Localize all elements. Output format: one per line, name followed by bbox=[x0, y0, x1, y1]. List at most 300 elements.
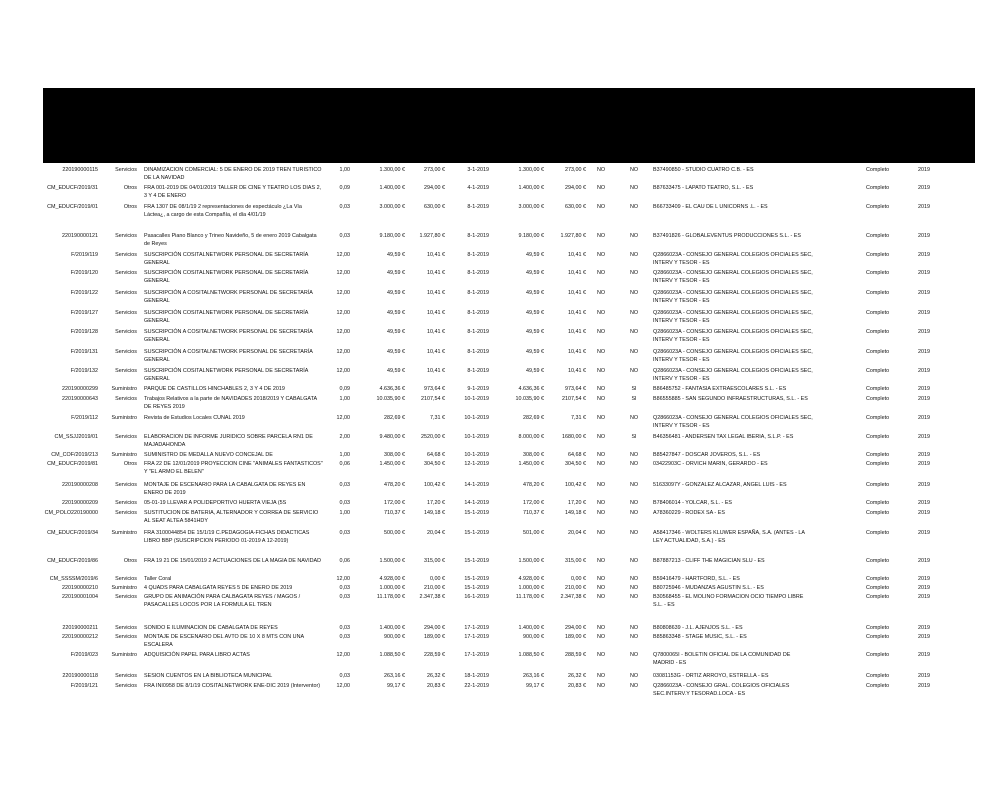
flag2-cell: NO bbox=[629, 329, 639, 335]
vat-cell: 294,00 € bbox=[424, 185, 445, 191]
ref-cell: F/2019/122 bbox=[70, 290, 98, 296]
year-cell: 2019 bbox=[918, 233, 930, 239]
type-cell: Servicios bbox=[115, 434, 137, 440]
vat-cell: 630,00 € bbox=[424, 204, 445, 210]
type-cell: Servicios bbox=[115, 252, 137, 258]
description-cell: SUMINISTRO DE MEDALLA NUEVO CONCEJAL DE bbox=[144, 452, 273, 458]
status-cell: Completo bbox=[866, 530, 890, 536]
type-cell: Servicios bbox=[115, 368, 137, 374]
vat-paid-cell: 100,42 € bbox=[565, 482, 586, 488]
date-cell: 14-1-2019 bbox=[464, 500, 489, 506]
description-cell: FRA INI0958 DE 8/1/19 COSITALNETWORK ENE-DIC 2019 (Interventor) bbox=[144, 683, 321, 689]
type-cell: Suministro bbox=[111, 652, 137, 658]
amount-paid-cell: 282,69 € bbox=[523, 415, 544, 421]
vat-paid-cell: 288,59 € bbox=[565, 652, 586, 658]
date-cell: 4-1-2019 bbox=[467, 185, 489, 191]
ref-cell: CM_EDUCF/2019/86 bbox=[47, 558, 98, 564]
amount-cell: 49,59 € bbox=[387, 329, 405, 335]
amount-cell: 3.000,00 € bbox=[379, 204, 405, 210]
amount-cell: 1.000,00 € bbox=[379, 585, 405, 591]
flag1-cell: NO bbox=[596, 349, 606, 355]
flag1-cell: NO bbox=[596, 270, 606, 276]
status-cell: Completo bbox=[866, 270, 890, 276]
flag1-cell: NO bbox=[596, 673, 606, 679]
status-cell: Completo bbox=[866, 204, 890, 210]
ref-cell: 220190000121 bbox=[62, 233, 98, 239]
vat-cell: 100,42 € bbox=[424, 482, 445, 488]
type-cell: Servicios bbox=[115, 500, 137, 506]
ref-cell: CM_EDUCF/2019/01 bbox=[47, 204, 98, 210]
type-cell: Otros bbox=[123, 204, 137, 210]
year-cell: 2019 bbox=[918, 576, 930, 582]
vat-cell: 10,41 € bbox=[427, 310, 445, 316]
status-cell: Completo bbox=[866, 461, 890, 467]
ref-cell: CM_EDUCF/2019/34 bbox=[47, 530, 98, 536]
flag2-cell: NO bbox=[629, 594, 639, 600]
date-cell: 17-1-2019 bbox=[464, 634, 489, 640]
vat-cell: 26,32 € bbox=[427, 673, 445, 679]
year-cell: 2019 bbox=[918, 270, 930, 276]
description-cell: SUSCRIPCIÓN COSITALNETWORK PERSONAL DE SECRETARÍA GENERAL bbox=[144, 252, 309, 267]
flag1-cell: NO bbox=[596, 386, 606, 392]
status-cell: Completo bbox=[866, 368, 890, 374]
provider-cell: 03081153G - ORTIZ ARROYO, ESTRELLA - ES bbox=[653, 673, 769, 679]
amount-paid-cell: 172,00 € bbox=[523, 500, 544, 506]
date-cell: 8-1-2019 bbox=[467, 290, 489, 296]
ref-cell: 220190000299 bbox=[62, 386, 98, 392]
flag2-cell: NO bbox=[629, 576, 639, 582]
provider-cell: B37490850 - STUDIO CUATRO C.B. - ES bbox=[653, 167, 754, 173]
flag1-cell: NO bbox=[596, 585, 606, 591]
amount-paid-cell: 49,59 € bbox=[526, 252, 544, 258]
flag2-cell: NO bbox=[629, 482, 639, 488]
status-cell: Completo bbox=[866, 415, 890, 421]
year-cell: 2019 bbox=[918, 290, 930, 296]
vat-cell: 315,00 € bbox=[424, 558, 445, 564]
date-cell: 9-1-2019 bbox=[467, 386, 489, 392]
amount-cell: 4.928,00 € bbox=[379, 576, 405, 582]
percent-cell: 12,00 bbox=[336, 252, 350, 258]
flag1-cell: NO bbox=[596, 652, 606, 658]
ref-cell: CM_EDUCF/2019/81 bbox=[47, 461, 98, 467]
percent-cell: 0,03 bbox=[339, 500, 350, 506]
percent-cell: 0,09 bbox=[339, 185, 350, 191]
vat-cell: 10,41 € bbox=[427, 349, 445, 355]
percent-cell: 0,06 bbox=[339, 558, 350, 564]
amount-cell: 9.180,00 € bbox=[379, 233, 405, 239]
ref-cell: 220190000212 bbox=[62, 634, 98, 640]
percent-cell: 0,03 bbox=[339, 634, 350, 640]
flag2-cell: NO bbox=[629, 530, 639, 536]
ref-cell: 220190001004 bbox=[62, 594, 98, 600]
amount-cell: 282,69 € bbox=[384, 415, 405, 421]
vat-paid-cell: 10,41 € bbox=[568, 329, 586, 335]
flag1-cell: NO bbox=[596, 185, 606, 191]
amount-cell: 49,59 € bbox=[387, 368, 405, 374]
amount-paid-cell: 900,00 € bbox=[523, 634, 544, 640]
amount-paid-cell: 49,59 € bbox=[526, 310, 544, 316]
flag1-cell: NO bbox=[596, 204, 606, 210]
amount-paid-cell: 1.400,00 € bbox=[518, 185, 544, 191]
percent-cell: 12,00 bbox=[336, 652, 350, 658]
flag1-cell: NO bbox=[596, 594, 606, 600]
vat-paid-cell: 20,83 € bbox=[568, 683, 586, 689]
ref-cell: 220190000211 bbox=[62, 625, 98, 631]
provider-cell: B85863348 - STAGE MUSIC, S.L. - ES bbox=[653, 634, 747, 640]
year-cell: 2019 bbox=[918, 594, 930, 600]
provider-cell: Q2866023A - CONSEJO GENERAL COLEGIOS OFICIALES SEC, INTERV Y TESOR - ES bbox=[653, 368, 813, 383]
type-cell: Servicios bbox=[115, 349, 137, 355]
vat-cell: 294,00 € bbox=[424, 625, 445, 631]
amount-paid-cell: 710,37 € bbox=[523, 510, 544, 516]
status-cell: Completo bbox=[866, 652, 890, 658]
percent-cell: 0,03 bbox=[339, 625, 350, 631]
year-cell: 2019 bbox=[918, 310, 930, 316]
provider-cell: B78406014 - YOLCAR, S.L. - ES bbox=[653, 500, 733, 506]
flag2-cell: SI bbox=[631, 396, 637, 402]
flag1-cell: NO bbox=[596, 167, 606, 173]
flag1-cell: NO bbox=[596, 558, 606, 564]
provider-cell: A58417346 - WOLTERS KLUWER ESPAÑA, S.A. (ANTES - LA LEY ACTUALIDAD, S.A.) - ES bbox=[653, 530, 805, 545]
date-cell: 16-1-2019 bbox=[464, 594, 489, 600]
description-cell: SUSCRIPCIÓN A COSITALNETWORK PERSONAL DE SECRETARÍA GENERAL bbox=[144, 349, 313, 364]
ref-cell: CM_POLO220190000 bbox=[44, 510, 98, 516]
provider-cell: A78360229 - RODEX SA - ES bbox=[653, 510, 725, 516]
flag1-cell: NO bbox=[596, 510, 606, 516]
description-cell: MONTAJE DE ESCENARIO PARA LA CABALGATA DE REYES EN ENERO DE 2019 bbox=[144, 482, 306, 497]
vat-paid-cell: 189,00 € bbox=[565, 634, 586, 640]
type-cell: Suministro bbox=[111, 452, 137, 458]
flag2-cell: NO bbox=[629, 252, 639, 258]
vat-paid-cell: 273,00 € bbox=[565, 167, 586, 173]
year-cell: 2019 bbox=[918, 204, 930, 210]
amount-cell: 49,59 € bbox=[387, 270, 405, 276]
vat-cell: 1.927,80 € bbox=[419, 233, 445, 239]
year-cell: 2019 bbox=[918, 683, 930, 689]
percent-cell: 0,03 bbox=[339, 482, 350, 488]
description-cell: 4 QUADS PARA CABALGATA REYES 5 DE ENERO DE 2019 bbox=[144, 585, 293, 591]
flag1-cell: NO bbox=[596, 500, 606, 506]
percent-cell: 12,00 bbox=[336, 290, 350, 296]
description-cell: SUSCRIPCIÓN A COSITALNETWORK PERSONAL DE SECRETARÍA GENERAL bbox=[144, 290, 313, 305]
percent-cell: 0,03 bbox=[339, 204, 350, 210]
flag2-cell: SI bbox=[631, 386, 637, 392]
type-cell: Servicios bbox=[115, 233, 137, 239]
vat-paid-cell: 210,00 € bbox=[565, 585, 586, 591]
percent-cell: 12,00 bbox=[336, 349, 350, 355]
vat-paid-cell: 0,00 € bbox=[571, 576, 586, 582]
status-cell: Completo bbox=[866, 558, 890, 564]
amount-cell: 308,00 € bbox=[384, 452, 405, 458]
status-cell: Completo bbox=[866, 329, 890, 335]
provider-cell: B86485752 - FANTASIA EXTRAESCOLARES S.L. - ES bbox=[653, 386, 787, 392]
type-cell: Suministro bbox=[111, 585, 137, 591]
amount-cell: 10.035,90 € bbox=[376, 396, 405, 402]
amount-cell: 1.450,00 € bbox=[379, 461, 405, 467]
vat-cell: 7,31 € bbox=[430, 415, 445, 421]
amount-cell: 263,16 € bbox=[384, 673, 405, 679]
percent-cell: 12,00 bbox=[336, 576, 350, 582]
status-cell: Completo bbox=[866, 167, 890, 173]
percent-cell: 0,03 bbox=[339, 233, 350, 239]
type-cell: Servicios bbox=[115, 673, 137, 679]
year-cell: 2019 bbox=[918, 673, 930, 679]
vat-cell: 10,41 € bbox=[427, 329, 445, 335]
vat-paid-cell: 1680,00 € bbox=[562, 434, 586, 440]
date-cell: 8-1-2019 bbox=[467, 368, 489, 374]
year-cell: 2019 bbox=[918, 167, 930, 173]
provider-cell: B86555885 - SAN SEGUNDO INFRAESTRUCTURAS, S.L. - ES bbox=[653, 396, 808, 402]
type-cell: Suministro bbox=[111, 386, 137, 392]
status-cell: Completo bbox=[866, 625, 890, 631]
vat-paid-cell: 20,04 € bbox=[568, 530, 586, 536]
flag2-cell: NO bbox=[629, 585, 639, 591]
amount-paid-cell: 49,59 € bbox=[526, 329, 544, 335]
description-cell: Revista de Estudios Locales CUNAL 2019 bbox=[144, 415, 245, 421]
year-cell: 2019 bbox=[918, 482, 930, 488]
percent-cell: 12,00 bbox=[336, 415, 350, 421]
type-cell: Suministro bbox=[111, 415, 137, 421]
description-cell: FRA 19 21 DE 15/01/2019 2 ACTUACIONES DE LA MAGIA DE NAVIDAD bbox=[144, 558, 321, 564]
vat-cell: 2107,54 € bbox=[421, 396, 445, 402]
amount-paid-cell: 49,59 € bbox=[526, 270, 544, 276]
flag2-cell: NO bbox=[629, 270, 639, 276]
status-cell: Completo bbox=[866, 683, 890, 689]
status-cell: Completo bbox=[866, 349, 890, 355]
vat-cell: 0,00 € bbox=[430, 576, 445, 582]
type-cell: Servicios bbox=[115, 290, 137, 296]
year-cell: 2019 bbox=[918, 652, 930, 658]
status-cell: Completo bbox=[866, 482, 890, 488]
type-cell: Servicios bbox=[115, 683, 137, 689]
description-cell: Trabajos Relativos a la parte de NAVIDADES 2018/2019 Y CABALGATA DE REYES 2019 bbox=[144, 396, 317, 411]
year-cell: 2019 bbox=[918, 396, 930, 402]
description-cell: FRA 001-2019 DE 04/01/2019 TALLER DE CINE Y TEATRO LOS DIAS 2, 3 Y 4 DE ENERO bbox=[144, 185, 322, 200]
provider-cell: B80725946 - MUDANZAS AGUSTIN S.L. - ES bbox=[653, 585, 764, 591]
provider-cell: Q2866023A - CONSEJO GENERAL COLEGIOS OFICIALES SEC, INTERV Y TESOR - ES bbox=[653, 349, 813, 364]
flag2-cell: NO bbox=[629, 452, 639, 458]
description-cell: SUSCRIPCIÓN A COSITALNETWORK PERSONAL DE SECRETARÍA GENERAL bbox=[144, 329, 313, 344]
ref-cell: F/2019/121 bbox=[70, 683, 98, 689]
flag2-cell: NO bbox=[629, 349, 639, 355]
amount-paid-cell: 11.178,00 € bbox=[515, 594, 544, 600]
flag1-cell: NO bbox=[596, 482, 606, 488]
percent-cell: 2,00 bbox=[339, 434, 350, 440]
vat-paid-cell: 315,00 € bbox=[565, 558, 586, 564]
date-cell: 15-1-2019 bbox=[464, 530, 489, 536]
date-cell: 17-1-2019 bbox=[464, 625, 489, 631]
ref-cell: F/2019/120 bbox=[70, 270, 98, 276]
description-cell: ELABORACION DE INFORME JURIDICO SOBRE PARCELA RN1 DE MAJADAHONDA bbox=[144, 434, 313, 449]
amount-paid-cell: 99,17 € bbox=[526, 683, 544, 689]
ref-cell: F/2019/128 bbox=[70, 329, 98, 335]
vat-paid-cell: 149,18 € bbox=[565, 510, 586, 516]
vat-cell: 10,41 € bbox=[427, 290, 445, 296]
percent-cell: 0,03 bbox=[339, 594, 350, 600]
date-cell: 10-1-2019 bbox=[464, 396, 489, 402]
year-cell: 2019 bbox=[918, 252, 930, 258]
status-cell: Completo bbox=[866, 290, 890, 296]
flag2-cell: NO bbox=[629, 461, 639, 467]
amount-cell: 4.636,36 € bbox=[379, 386, 405, 392]
date-cell: 12-1-2019 bbox=[464, 461, 489, 467]
status-cell: Completo bbox=[866, 434, 890, 440]
amount-cell: 172,00 € bbox=[384, 500, 405, 506]
vat-paid-cell: 26,32 € bbox=[568, 673, 586, 679]
amount-paid-cell: 8.000,00 € bbox=[518, 434, 544, 440]
amount-paid-cell: 49,59 € bbox=[526, 290, 544, 296]
amount-paid-cell: 1.400,00 € bbox=[518, 625, 544, 631]
flag1-cell: NO bbox=[596, 634, 606, 640]
vat-paid-cell: 10,41 € bbox=[568, 368, 586, 374]
type-cell: Servicios bbox=[115, 167, 137, 173]
type-cell: Servicios bbox=[115, 310, 137, 316]
vat-paid-cell: 10,41 € bbox=[568, 290, 586, 296]
type-cell: Otros bbox=[123, 461, 137, 467]
ref-cell: F/2019/119 bbox=[71, 252, 98, 258]
flag2-cell: NO bbox=[629, 167, 639, 173]
amount-cell: 900,00 € bbox=[384, 634, 405, 640]
ref-cell: 220190000115 bbox=[62, 167, 98, 173]
amount-paid-cell: 49,59 € bbox=[526, 349, 544, 355]
status-cell: Completo bbox=[866, 310, 890, 316]
date-cell: 3-1-2019 bbox=[467, 167, 489, 173]
percent-cell: 1,00 bbox=[339, 452, 350, 458]
vat-paid-cell: 294,00 € bbox=[565, 625, 586, 631]
amount-cell: 11.178,00 € bbox=[376, 594, 405, 600]
amount-paid-cell: 9.180,00 € bbox=[518, 233, 544, 239]
year-cell: 2019 bbox=[918, 386, 930, 392]
flag1-cell: NO bbox=[596, 434, 606, 440]
percent-cell: 0,09 bbox=[339, 386, 350, 392]
type-cell: Suministro bbox=[111, 530, 137, 536]
date-cell: 15-1-2019 bbox=[464, 510, 489, 516]
vat-paid-cell: 10,41 € bbox=[568, 252, 586, 258]
description-cell: ADQUISICIÓN PAPEL PARA LIBRO ACTAS bbox=[144, 652, 250, 658]
date-cell: 8-1-2019 bbox=[467, 252, 489, 258]
provider-cell: B59416479 - HARTFORD, S.L. - ES bbox=[653, 576, 740, 582]
ref-cell: CM_SSSSM/2019/6 bbox=[49, 576, 98, 582]
amount-paid-cell: 1.088,50 € bbox=[518, 652, 544, 658]
percent-cell: 12,00 bbox=[336, 329, 350, 335]
ref-cell: CM_EDUCF/2019/31 bbox=[47, 185, 98, 191]
percent-cell: 12,00 bbox=[336, 683, 350, 689]
amount-paid-cell: 1.450,00 € bbox=[518, 461, 544, 467]
provider-cell: Q7800065I - BOLETIN OFICIAL DE LA COMUNIDAD DE MADRID - ES bbox=[653, 652, 791, 667]
type-cell: Servicios bbox=[115, 396, 137, 402]
status-cell: Completo bbox=[866, 233, 890, 239]
amount-paid-cell: 4.636,36 € bbox=[518, 386, 544, 392]
vat-cell: 10,41 € bbox=[427, 252, 445, 258]
flag1-cell: NO bbox=[596, 576, 606, 582]
description-cell: 05-01-19 LLEVAR A POLIDEPORTIVO HUERTA VIEJA (5S bbox=[144, 500, 287, 506]
amount-paid-cell: 49,59 € bbox=[526, 368, 544, 374]
amount-cell: 1.300,00 € bbox=[379, 167, 405, 173]
flag1-cell: NO bbox=[596, 452, 606, 458]
provider-cell: Q2866023A - CONSEJO GRAL. COLEGIOS OFICIALES SEC.INTERV.Y TESORAD.LOCA - ES bbox=[653, 683, 790, 698]
amount-paid-cell: 3.000,00 € bbox=[518, 204, 544, 210]
flag2-cell: NO bbox=[629, 368, 639, 374]
provider-cell: 51633097Y - GONZALEZ ALCAZAR, ANGEL LUIS - ES bbox=[653, 482, 787, 488]
amount-cell: 49,59 € bbox=[387, 349, 405, 355]
vat-cell: 17,20 € bbox=[427, 500, 445, 506]
date-cell: 22-1-2019 bbox=[464, 683, 489, 689]
vat-cell: 304,50 € bbox=[424, 461, 445, 467]
date-cell: 15-1-2019 bbox=[464, 558, 489, 564]
status-cell: Completo bbox=[866, 673, 890, 679]
year-cell: 2019 bbox=[918, 634, 930, 640]
amount-cell: 99,17 € bbox=[387, 683, 405, 689]
year-cell: 2019 bbox=[918, 500, 930, 506]
description-cell: SUSCRIPCIÓN COSITALNETWORK PERSONAL DE SECRETARÍA GENERAL bbox=[144, 270, 309, 285]
amount-cell: 1.400,00 € bbox=[379, 625, 405, 631]
status-cell: Completo bbox=[866, 452, 890, 458]
type-cell: Servicios bbox=[115, 510, 137, 516]
type-cell: Otros bbox=[123, 558, 137, 564]
vat-paid-cell: 294,00 € bbox=[565, 185, 586, 191]
provider-cell: B37491826 - GLOBALEVENTUS PRODUCCIONES S.L. - ES bbox=[653, 233, 801, 239]
vat-paid-cell: 17,20 € bbox=[568, 500, 586, 506]
description-cell: SUSCRIPCIÓN COSITALNETWORK PERSONAL DE SECRETARÍA GENERAL bbox=[144, 368, 309, 383]
flag1-cell: NO bbox=[596, 625, 606, 631]
ref-cell: 220190000643 bbox=[62, 396, 98, 402]
date-cell: 18-1-2019 bbox=[464, 673, 489, 679]
description-cell: SUSTITUCION DE BATERIA, ALTERNADOR Y CORREA DE SERVICIO AL SEAT ALTEA 5841HDY bbox=[144, 510, 319, 525]
provider-cell: B66733409 - EL CAU DE L UNICORNS .L. - ES bbox=[653, 204, 768, 210]
flag2-cell: NO bbox=[629, 500, 639, 506]
description-cell: GRUPO DE ANIMACIÓN PARA CALBAGATA REYES / MAGOS / PASACALLES LOCOS POR LA FORMULA EL TREN bbox=[144, 594, 301, 609]
date-cell: 17-1-2019 bbox=[464, 652, 489, 658]
amount-paid-cell: 1.000,00 € bbox=[518, 585, 544, 591]
amount-cell: 49,59 € bbox=[387, 290, 405, 296]
status-cell: Completo bbox=[866, 634, 890, 640]
amount-cell: 1.088,50 € bbox=[379, 652, 405, 658]
flag1-cell: NO bbox=[596, 290, 606, 296]
percent-cell: 0,03 bbox=[339, 585, 350, 591]
date-cell: 8-1-2019 bbox=[467, 233, 489, 239]
date-cell: 15-1-2019 bbox=[464, 576, 489, 582]
status-cell: Completo bbox=[866, 594, 890, 600]
ref-cell: 220190000118 bbox=[62, 673, 98, 679]
flag2-cell: NO bbox=[629, 415, 639, 421]
ref-cell: F/2019/131 bbox=[70, 349, 98, 355]
vat-paid-cell: 1.927,80 € bbox=[560, 233, 586, 239]
date-cell: 8-1-2019 bbox=[467, 349, 489, 355]
provider-cell: Q2866023A - CONSEJO GENERAL COLEGIOS OFICIALES SEC, INTERV Y TESOR - ES bbox=[653, 252, 813, 267]
type-cell: Servicios bbox=[115, 329, 137, 335]
year-cell: 2019 bbox=[918, 452, 930, 458]
provider-cell: B30568455 - EL MOLINO FORMACION OCIO TIEMPO LIBRE S.L. - ES bbox=[653, 594, 804, 609]
date-cell: 14-1-2019 bbox=[464, 482, 489, 488]
status-cell: Completo bbox=[866, 576, 890, 582]
provider-cell: Q2866023A - CONSEJO GENERAL COLEGIOS OFICIALES SEC, INTERV Y TESOR - ES bbox=[653, 415, 813, 430]
ref-cell: CM_COF/2019/213 bbox=[51, 452, 98, 458]
flag1-cell: NO bbox=[596, 530, 606, 536]
vat-cell: 189,00 € bbox=[424, 634, 445, 640]
type-cell: Servicios bbox=[115, 270, 137, 276]
description-cell: SONIDO E ILUMINACION DE CABALGATA DE REYES bbox=[144, 625, 278, 631]
percent-cell: 12,00 bbox=[336, 368, 350, 374]
vat-cell: 210,00 € bbox=[424, 585, 445, 591]
vat-paid-cell: 10,41 € bbox=[568, 270, 586, 276]
flag2-cell: NO bbox=[629, 558, 639, 564]
provider-cell: B85427847 - DOSCAR JOVEROS, S.L. - ES bbox=[653, 452, 761, 458]
year-cell: 2019 bbox=[918, 349, 930, 355]
amount-cell: 710,37 € bbox=[384, 510, 405, 516]
ref-cell: F/2019/127 bbox=[70, 310, 98, 316]
status-cell: Completo bbox=[866, 396, 890, 402]
vat-cell: 228,59 € bbox=[424, 652, 445, 658]
